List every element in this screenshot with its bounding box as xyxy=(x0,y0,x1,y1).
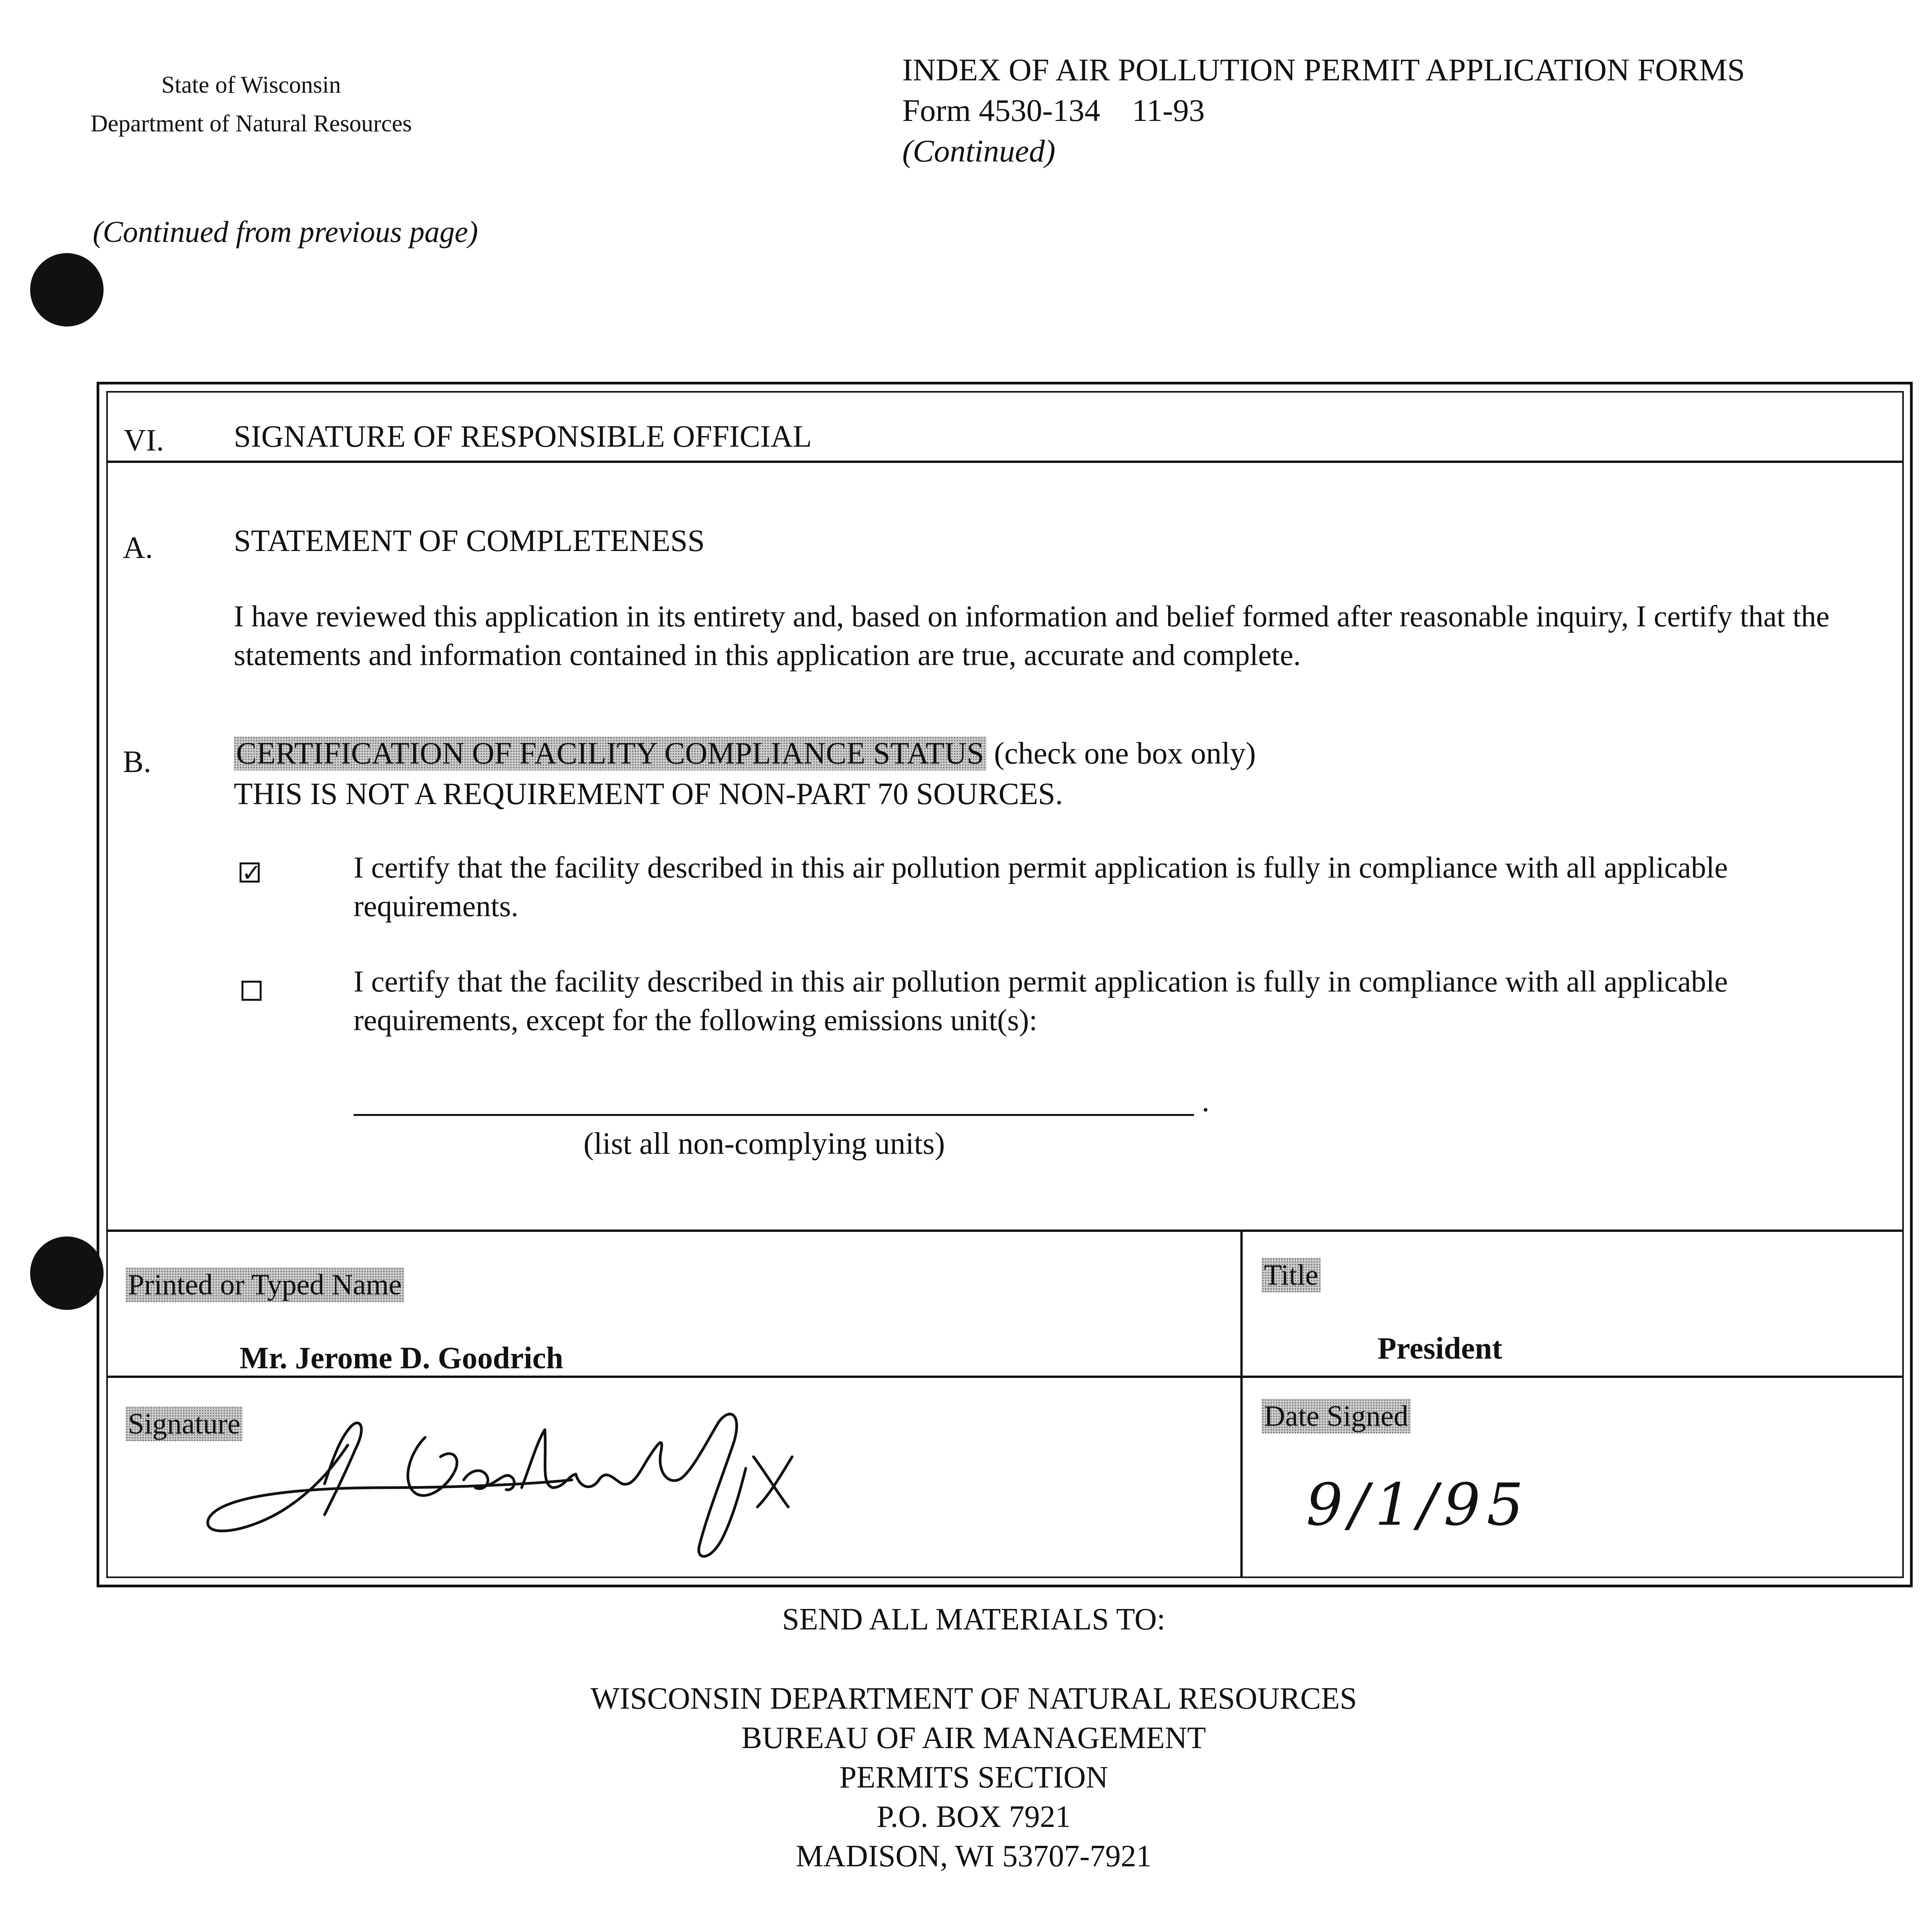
part-b-instruction: (check one box only) xyxy=(994,736,1256,770)
option-2-checkbox[interactable] xyxy=(242,981,262,1001)
option-1-text xyxy=(354,848,1728,925)
agency-state: State of Wisconsin xyxy=(161,72,341,98)
section-number: VI. xyxy=(124,423,164,457)
title-label: Title xyxy=(1262,1258,1321,1293)
agency-block xyxy=(58,66,444,143)
address-line-5: MADISON, WI 53707-7921 xyxy=(796,1839,1152,1873)
address-line-4: P.O. BOX 7921 xyxy=(876,1800,1071,1834)
checkmark-icon: ✓ xyxy=(242,859,262,887)
address-line-3: PERMITS SECTION xyxy=(839,1760,1108,1794)
form-date: 11-93 xyxy=(1132,93,1205,128)
agency-department: Department of Natural Resources xyxy=(90,111,412,137)
section-title: SIGNATURE OF RESPONSIBLE OFFICIAL xyxy=(234,420,812,454)
fields-top-divider xyxy=(106,1230,1904,1232)
punch-hole-top xyxy=(30,253,104,327)
fill-in-period: . xyxy=(1202,1084,1209,1118)
option-2-line-2: requirements, except for the following emissions unit(s): xyxy=(354,1003,1037,1037)
title-value[interactable]: President xyxy=(1378,1332,1502,1366)
fields-vertical-divider xyxy=(1240,1230,1243,1578)
form-title: INDEX OF AIR POLLUTION PERMIT APPLICATION FORMS xyxy=(902,52,1745,87)
continued-from-note: (Continued from previous page) xyxy=(93,215,478,248)
send-to-heading: SEND ALL MATERIALS TO: xyxy=(782,1602,1165,1636)
section-divider xyxy=(106,461,1904,463)
form-continued: (Continued) xyxy=(902,133,1056,168)
part-b-letter: B. xyxy=(123,745,151,779)
part-b-title: CERTIFICATION OF FACILITY COMPLIANCE STATUS xyxy=(234,736,986,770)
part-b-note: THIS IS NOT A REQUIREMENT OF NON-PART 70 SOURCES. xyxy=(234,777,1063,811)
non-complying-units-caption: (list all non-complying units) xyxy=(583,1127,945,1161)
form-header xyxy=(902,49,1745,171)
printed-name-label: Printed or Typed Name xyxy=(126,1267,404,1302)
option-1-checkbox[interactable] xyxy=(240,859,262,887)
address-line-1: WISCONSIN DEPARTMENT OF NATURAL RESOURCES xyxy=(590,1682,1357,1716)
part-b-title-line xyxy=(234,734,1256,773)
part-a-statement: I have reviewed this application in its entirety and, based on information and belief formed after reasonable inquiry, I certify that the statements and information contained in this application are true, accurate and complete. xyxy=(234,599,1830,672)
address-line-2: BUREAU OF AIR MANAGEMENT xyxy=(741,1721,1206,1755)
option-2-text xyxy=(354,962,1728,1039)
signature-image xyxy=(185,1391,920,1577)
punch-hole-middle xyxy=(30,1236,104,1310)
option-2-line-1: I certify that the facility described in this air pollution permit application is fully in compliance with all applicable xyxy=(354,964,1728,998)
option-1-line-2: requirements. xyxy=(354,889,519,923)
form-number: Form 4530-134 xyxy=(902,93,1100,128)
date-signed-label: Date Signed xyxy=(1262,1399,1411,1434)
form-number-line xyxy=(902,90,1745,131)
option-1-line-1: I certify that the facility described in this air pollution permit application is fully in compliance with all applicable xyxy=(354,850,1728,884)
non-complying-units-line[interactable] xyxy=(354,1114,1194,1116)
part-a-letter: A. xyxy=(123,531,153,565)
part-a-title: STATEMENT OF COMPLETENESS xyxy=(234,524,705,558)
printed-name-value[interactable]: Mr. Jerome D. Goodrich xyxy=(240,1341,563,1375)
signature-label: Signature xyxy=(126,1406,243,1441)
date-signed-value[interactable]: 9/1/95 xyxy=(1306,1471,1530,1539)
send-to-address xyxy=(0,1679,1932,1876)
